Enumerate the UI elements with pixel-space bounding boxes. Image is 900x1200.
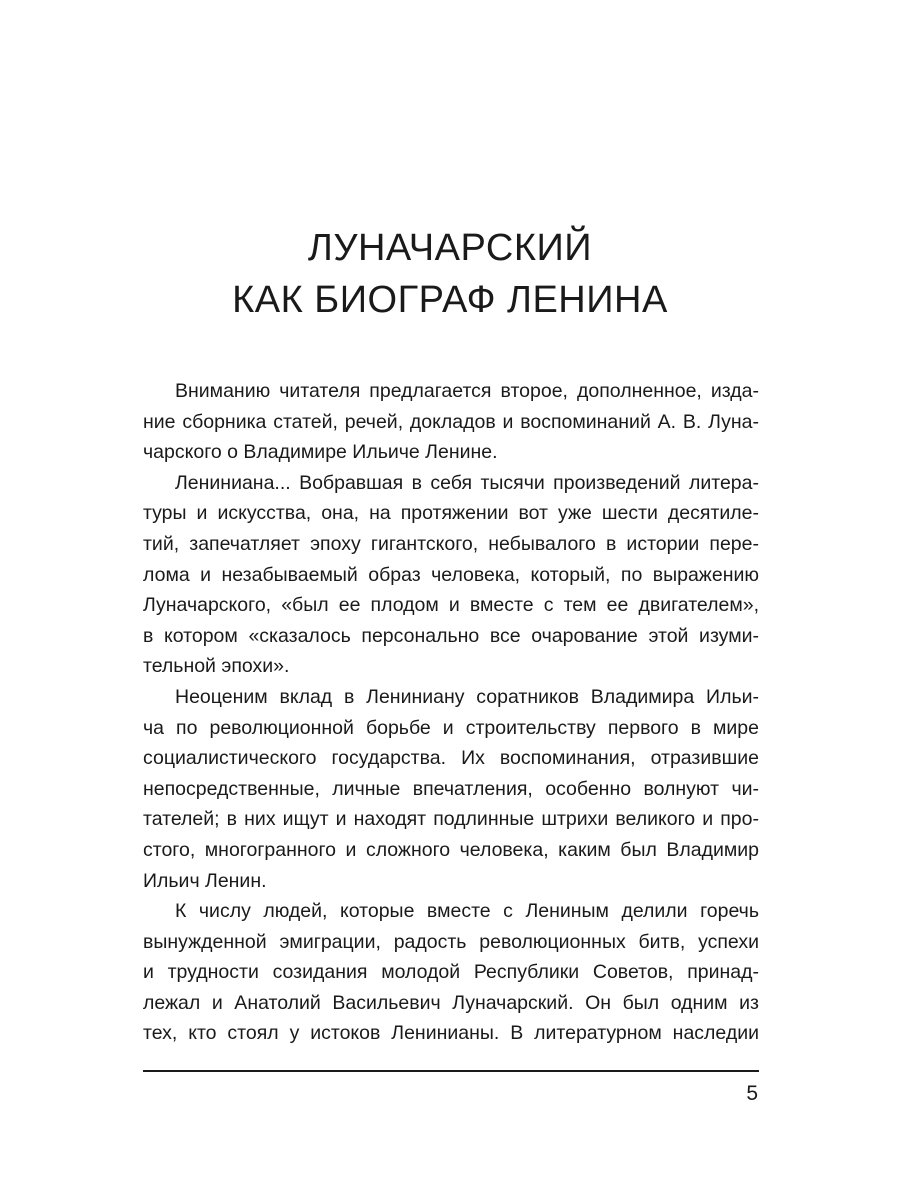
text-line: Неоценим вклад в Лениниану соратников Владимира Ильи-	[175, 685, 759, 708]
text-line: тех, кто стоял у истоков Ленинианы. В литературном наследии	[143, 1022, 759, 1045]
paragraph-4	[143, 896, 759, 1049]
text-line: туры и искусства, она, на протяжении вот уже шести десятиле-	[143, 502, 759, 525]
text-line: лежал и Анатолий Васильевич Луначарский. Он был одним из	[143, 991, 759, 1014]
text-line: ние сборника статей, речей, докладов и воспоминаний А. В. Луна-	[143, 410, 759, 433]
page-number: 5	[746, 1082, 758, 1105]
text-line: тателей; в них ищут и находят подлинные штрихи великого и про-	[143, 808, 759, 831]
text-line: ча по революционной борьбе и строительству первого в мире	[143, 716, 759, 739]
text-line: непосредственные, личные впечатления, особенно волнуют чи-	[143, 777, 759, 800]
text-line: тельной эпохи».	[143, 655, 290, 678]
text-line: в котором «сказалось персонально все очарование этой изуми-	[143, 624, 759, 647]
paragraph-2	[143, 468, 759, 682]
text-line: Лениниана... Вобравшая в себя тысячи произведений литера-	[175, 471, 759, 494]
paragraph-1	[143, 376, 759, 468]
body-text	[143, 376, 759, 1049]
text-line: стого, многогранного и сложного человека, каким был Владимир	[143, 838, 759, 861]
footer-rule	[143, 1070, 759, 1072]
text-line: Ильич Ленин.	[143, 869, 267, 892]
chapter-title-line-2: КАК БИОГРАФ ЛЕНИНА	[232, 279, 668, 321]
text-line: и трудности созидания молодой Республики Советов, принад-	[143, 961, 759, 984]
text-line: Луначарского, «был ее плодом и вместе с тем ее двигателем»,	[143, 594, 759, 617]
text-line: социалистического государства. Их воспоминания, отразившие	[143, 747, 759, 770]
text-line: чарского о Владимире Ильиче Ленине.	[143, 441, 498, 464]
chapter-title-line-1: ЛУНАЧАРСКИЙ	[307, 227, 593, 269]
text-line: вынужденной эмиграции, радость революционных битв, успехи	[143, 930, 759, 953]
text-line: лома и незабываемый образ человека, который, по выражению	[143, 563, 759, 586]
text-line: тий, запечатляет эпоху гигантского, небывалого в истории пере-	[143, 532, 759, 555]
text-line: Вниманию читателя предлагается второе, дополненное, изда-	[175, 380, 759, 402]
text-line: К числу людей, которые вместе с Лениным делили горечь	[175, 900, 759, 923]
chapter-title	[0, 222, 900, 326]
paragraph-3	[143, 682, 759, 896]
